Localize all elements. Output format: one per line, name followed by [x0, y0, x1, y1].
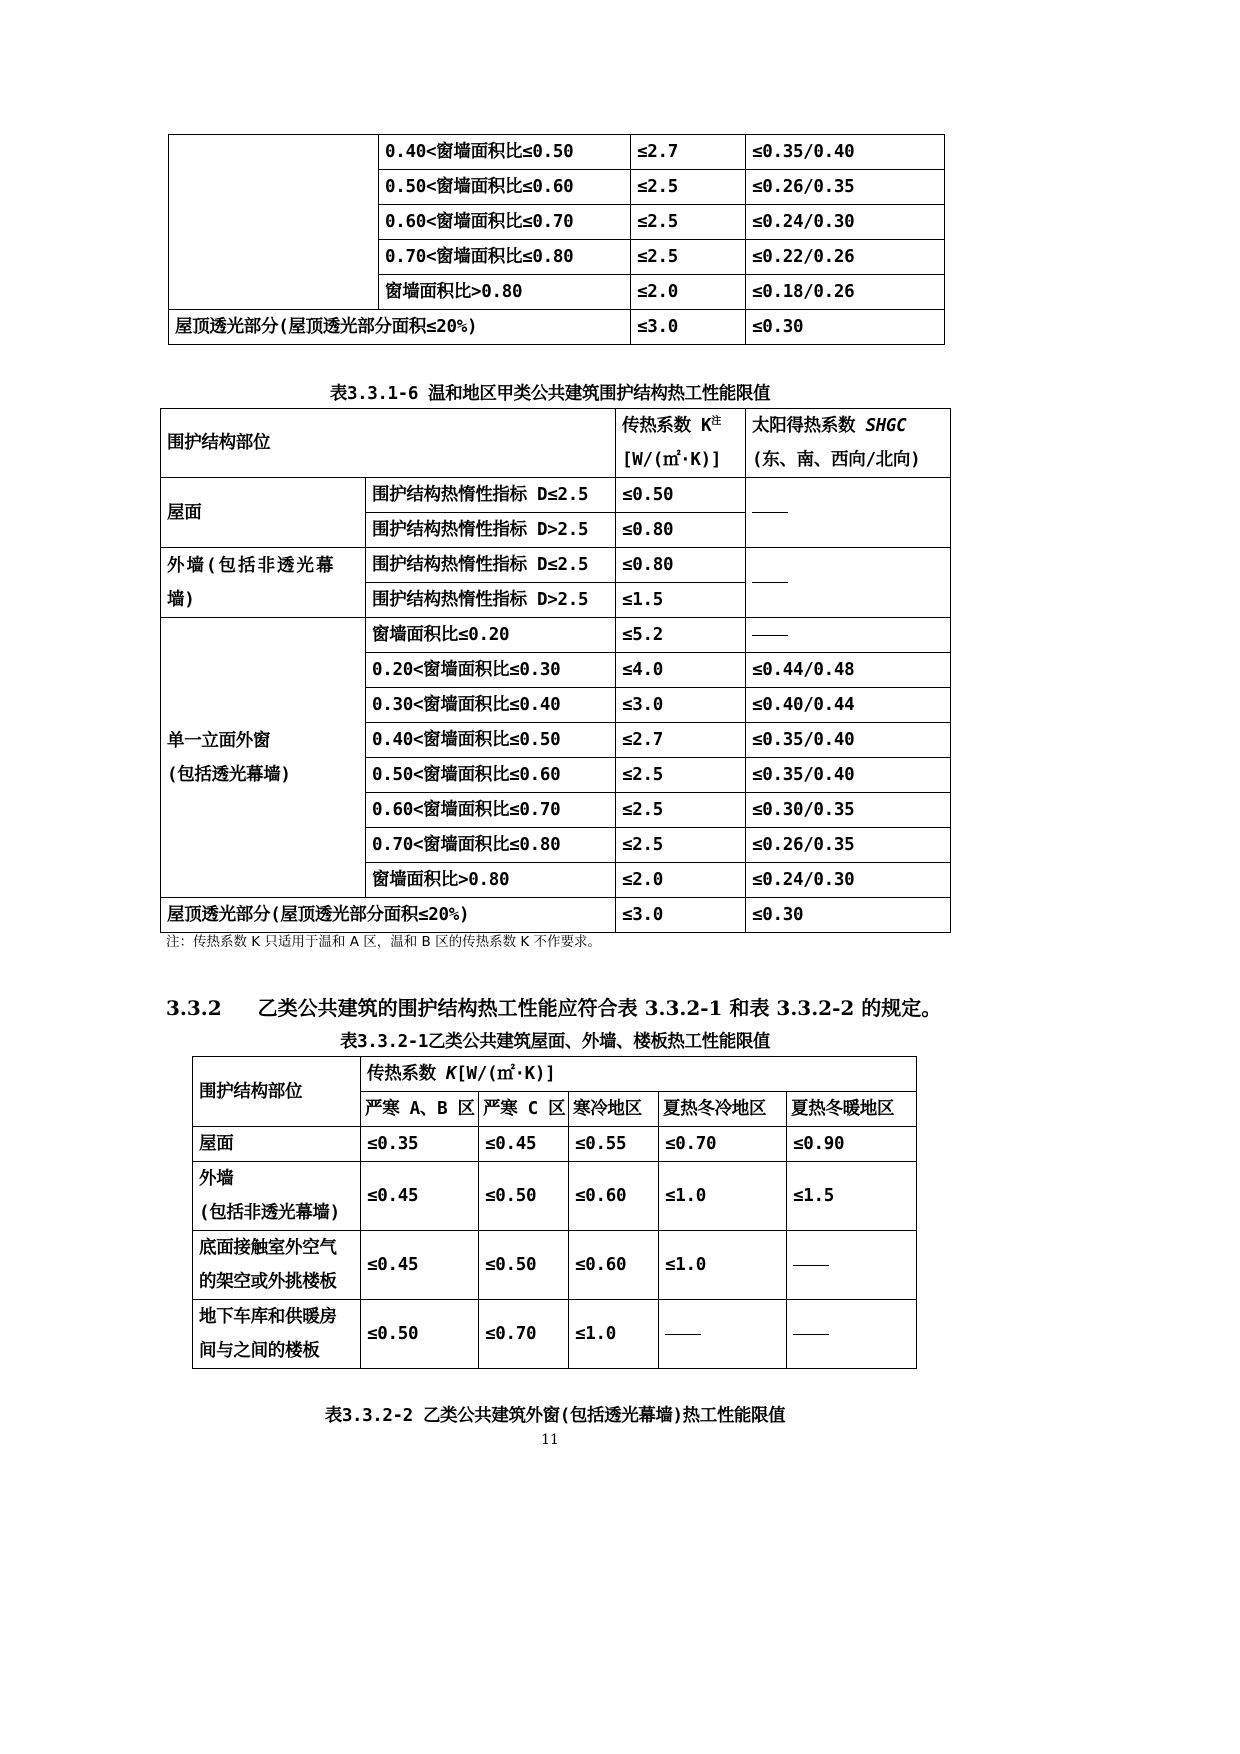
roof-light-label: 屋顶透光部分(屋顶透光部分面积≤20%) [161, 898, 616, 933]
table-header-row [161, 409, 951, 478]
table-cell: 0.20<窗墙面积比≤0.30 [366, 653, 616, 688]
wall-label: 外墙(包括非透光幕 墙) [161, 548, 366, 618]
dash-cell [746, 548, 951, 618]
roof-light-label: 屋顶透光部分(屋顶透光部分面积≤20%) [169, 310, 631, 345]
table-row [193, 1300, 917, 1369]
table-cell: ≤0.30 [746, 898, 951, 933]
header-part: 围护结构部位 [161, 409, 616, 478]
table-note: 注：传热系数 K 只适用于温和 A 区，温和 B 区的传热系数 K 不作要求。 [166, 934, 602, 950]
table-cell: ≤0.80 [616, 513, 746, 548]
zone-header: 严寒 A、B 区 [361, 1092, 479, 1127]
table-cell: 窗墙面积比≤0.20 [366, 618, 616, 653]
table-cell: ≤1.0 [659, 1231, 787, 1300]
table-cell: ≤2.0 [616, 863, 746, 898]
header-part: 围护结构部位 [193, 1057, 361, 1127]
table-cell: ≤0.70 [659, 1127, 787, 1162]
dash-cell [787, 1231, 917, 1300]
table-cell: ≤0.50 [361, 1300, 479, 1369]
table-cell: ≤2.7 [631, 135, 746, 170]
table-row [169, 135, 945, 170]
table-cell: ≤0.30 [746, 310, 945, 345]
em-dash [752, 512, 788, 513]
row-label: 底面接触室外空气 的架空或外挑楼板 [193, 1231, 361, 1300]
table-cell: 0.60<窗墙面积比≤0.70 [379, 205, 631, 240]
table-cell: ≤0.26/0.35 [746, 828, 951, 863]
table-cell: ≤5.2 [616, 618, 746, 653]
table-cell: ≤0.44/0.48 [746, 653, 951, 688]
table-cell: ≤3.0 [616, 898, 746, 933]
table-cell: ≤0.90 [787, 1127, 917, 1162]
table-row [161, 898, 951, 933]
em-dash [752, 582, 788, 583]
table-row [193, 1231, 917, 1300]
table-cell: ≤4.0 [616, 653, 746, 688]
table-caption: 表3.3.2-1乙类公共建筑屋面、外墙、楼板热工性能限值 [339, 1032, 771, 1052]
table-row [193, 1127, 917, 1162]
dash-cell [746, 618, 951, 653]
table-cell: 0.30<窗墙面积比≤0.40 [366, 688, 616, 723]
table-cell: ≤0.45 [361, 1162, 479, 1231]
row-label: 外墙 (包括非透光幕墙) [193, 1162, 361, 1231]
table-cell: 0.70<窗墙面积比≤0.80 [366, 828, 616, 863]
table-cell: ≤0.80 [616, 548, 746, 583]
table-cell: 0.40<窗墙面积比≤0.50 [379, 135, 631, 170]
table-caption: 表3.3.1-6 温和地区甲类公共建筑围护结构热工性能限值 [329, 384, 771, 404]
page-number: 11 [541, 1432, 559, 1448]
table-cell: ≤0.18/0.26 [746, 275, 945, 310]
table-cell: ≤2.5 [631, 240, 746, 275]
dash-cell [746, 478, 951, 548]
table-cell: ≤3.0 [616, 688, 746, 723]
table-cell: ≤0.30/0.35 [746, 793, 951, 828]
table-cell: ≤0.60 [569, 1231, 659, 1300]
zone-header: 严寒 C 区 [479, 1092, 569, 1127]
table-cell: ≤2.0 [631, 275, 746, 310]
table-cell: ≤0.24/0.30 [746, 863, 951, 898]
table-cell: ≤0.35/0.40 [746, 758, 951, 793]
row-label: 地下车库和供暖房 间与之间的楼板 [193, 1300, 361, 1369]
table-row [161, 478, 951, 513]
table-cell: ≤2.5 [631, 170, 746, 205]
table-cell: ≤3.0 [631, 310, 746, 345]
table-cell: 0.50<窗墙面积比≤0.60 [379, 170, 631, 205]
table-cell: 0.40<窗墙面积比≤0.50 [366, 723, 616, 758]
table-caption: 表3.3.2-2 乙类公共建筑外窗(包括透光幕墙)热工性能限值 [324, 1406, 786, 1426]
header-shgc: 太阳得热系数 SHGC (东、南、西向/北向) [746, 409, 951, 478]
table-cell: 窗墙面积比>0.80 [366, 863, 616, 898]
table-cell: 窗墙面积比>0.80 [379, 275, 631, 310]
table-cell: ≤0.55 [569, 1127, 659, 1162]
table-row [161, 548, 951, 583]
table-row [161, 618, 951, 653]
table-cell: ≤0.40/0.44 [746, 688, 951, 723]
table-cell: 围护结构热惰性指标 D>2.5 [366, 583, 616, 618]
dash-cell [787, 1300, 917, 1369]
table-cell: ≤0.35/0.40 [746, 135, 945, 170]
section-heading [166, 992, 941, 1021]
table-cell: ≤2.5 [616, 793, 746, 828]
table-cell: ≤0.35/0.40 [746, 723, 951, 758]
roof-label: 屋面 [161, 478, 366, 548]
table-3-3-1-6 [160, 408, 951, 933]
table-top-continuation [168, 134, 945, 345]
section-number: 3.3.2 [166, 996, 222, 1020]
table-cell: ≤1.5 [616, 583, 746, 618]
zone-header: 夏热冬暖地区 [787, 1092, 917, 1127]
table-cell: ≤0.45 [479, 1127, 569, 1162]
table-cell: ≤2.5 [631, 205, 746, 240]
table-cell: 0.60<窗墙面积比≤0.70 [366, 793, 616, 828]
dash-cell [659, 1300, 787, 1369]
table-row [193, 1162, 917, 1231]
em-dash [793, 1265, 829, 1266]
table-cell: ≤0.60 [569, 1162, 659, 1231]
table-cell: ≤0.22/0.26 [746, 240, 945, 275]
merged-empty-cell [169, 135, 379, 310]
table-cell: ≤0.24/0.30 [746, 205, 945, 240]
table-cell: ≤0.50 [479, 1231, 569, 1300]
window-label: 单一立面外窗 (包括透光幕墙) [161, 618, 366, 898]
table-cell: 围护结构热惰性指标 D>2.5 [366, 513, 616, 548]
table-cell: 0.50<窗墙面积比≤0.60 [366, 758, 616, 793]
table-cell: ≤1.5 [787, 1162, 917, 1231]
zone-header: 夏热冬冷地区 [659, 1092, 787, 1127]
table-cell: ≤0.45 [361, 1231, 479, 1300]
table-row [169, 310, 945, 345]
table-cell: 围护结构热惰性指标 D≤2.5 [366, 548, 616, 583]
section-text: 乙类公共建筑的围护结构热工性能应符合表 3.3.2-1 和表 3.3.2-2 的规定。 [257, 996, 942, 1020]
header-k: 传热系数 K[W/(㎡·K)] [361, 1057, 917, 1092]
em-dash [665, 1334, 701, 1335]
table-cell: ≤0.50 [479, 1162, 569, 1231]
table-cell: ≤2.7 [616, 723, 746, 758]
table-cell: ≤0.35 [361, 1127, 479, 1162]
table-cell: ≤0.26/0.35 [746, 170, 945, 205]
em-dash [793, 1334, 829, 1335]
table-cell: 围护结构热惰性指标 D≤2.5 [366, 478, 616, 513]
em-dash [752, 635, 788, 636]
table-cell: ≤2.5 [616, 828, 746, 863]
table-cell: ≤2.5 [616, 758, 746, 793]
table-header-row [193, 1057, 917, 1092]
table-cell: 0.70<窗墙面积比≤0.80 [379, 240, 631, 275]
row-label: 屋面 [193, 1127, 361, 1162]
table-cell: ≤1.0 [659, 1162, 787, 1231]
table-cell: ≤0.70 [479, 1300, 569, 1369]
header-k: 传热系数 $K^注$ [W/(㎡·K)] [616, 409, 746, 478]
table-3-3-2-1 [192, 1056, 917, 1369]
table-cell: ≤1.0 [569, 1300, 659, 1369]
table-cell: ≤0.50 [616, 478, 746, 513]
zone-header: 寒冷地区 [569, 1092, 659, 1127]
